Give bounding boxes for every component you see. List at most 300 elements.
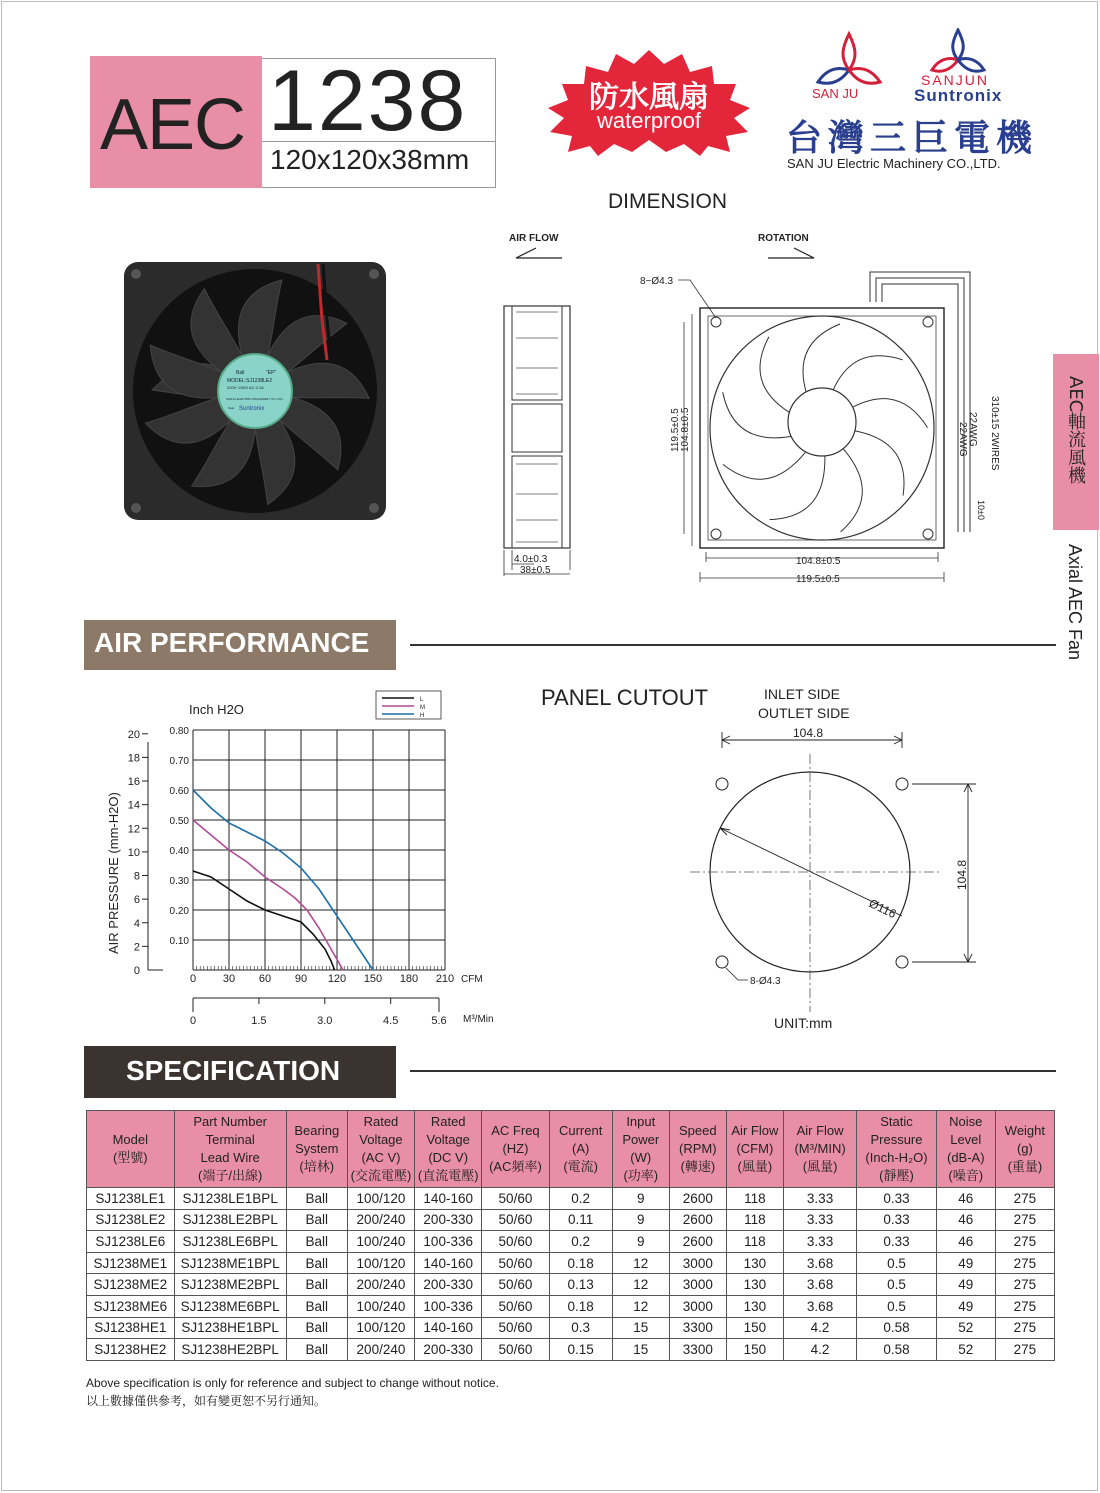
spec-cell: SJ1238ME2 (87, 1274, 175, 1296)
spec-header-line: Bearing (294, 1123, 340, 1138)
spec-cell: 118 (726, 1209, 783, 1231)
spec-cell: 50/60 (482, 1274, 549, 1296)
spec-cell: 118 (726, 1188, 783, 1210)
dim-awg1: 22AWG (967, 412, 978, 447)
spec-cell: 49 (936, 1252, 995, 1274)
spec-cell: 100-336 (415, 1231, 482, 1253)
spec-header-cell (669, 1111, 726, 1188)
spec-cell: 3300 (669, 1339, 726, 1361)
spec-cell: SJ1238HE2 (87, 1339, 175, 1361)
x-tick-label: 60 (258, 973, 272, 985)
x-tick-label: 120 (327, 973, 347, 985)
spec-cell: 200-330 (415, 1209, 482, 1231)
spec-header-line: Part Number (193, 1114, 268, 1129)
spec-header-cell (549, 1111, 612, 1188)
spec-cell: 0.58 (857, 1317, 936, 1339)
chart-unit-top: Inch H2O (189, 702, 244, 717)
spec-cell: SJ1238ME1 (87, 1252, 175, 1274)
spec-cell: 3.33 (783, 1188, 856, 1210)
spec-header-cell (482, 1111, 549, 1188)
spec-cell: 50/60 (482, 1209, 549, 1231)
spec-header-cell (726, 1111, 783, 1188)
spec-header-line: Lead Wire (200, 1150, 260, 1165)
spec-cell: 150 (726, 1339, 783, 1361)
panel-w: 104.8 (793, 726, 824, 740)
spec-header-line: Rated (363, 1114, 399, 1129)
x-tick-label: 0 (189, 973, 197, 985)
spec-cell: 46 (936, 1209, 995, 1231)
spec-header-line: (M³/MIN) (794, 1141, 846, 1156)
spec-cell: 50/60 (482, 1252, 549, 1274)
spec-cell: 275 (995, 1209, 1054, 1231)
spec-header-line: Input (626, 1114, 656, 1129)
y-left-tick-label: 4 (133, 917, 140, 930)
fan-photo (122, 260, 388, 522)
x-tick-label: 30 (222, 973, 236, 985)
spec-cell: 140-160 (415, 1252, 482, 1274)
spec-cell: 49 (936, 1274, 995, 1296)
spec-row (87, 1209, 1055, 1231)
company-name-en: SAN JU Electric Machinery CO.,LTD. (787, 156, 1001, 171)
spec-cell: Ball (286, 1252, 347, 1274)
spec-cell: 130 (726, 1274, 783, 1296)
rotation-arrow-icon (766, 246, 816, 260)
y-left-zero: 0 (133, 965, 140, 977)
spec-row (87, 1317, 1055, 1339)
spec-header-cell (87, 1111, 175, 1188)
spec-header-line: AC Freq (491, 1123, 540, 1138)
spec-cell: 275 (995, 1295, 1054, 1317)
spec-table (86, 1110, 1055, 1361)
spec-cell: SJ1238LE1 (87, 1188, 175, 1210)
spec-cell: 0.2 (549, 1231, 612, 1253)
center-lines (690, 754, 942, 1012)
dim-hole: 8−Ø4.3 (640, 276, 674, 287)
air-performance-header (84, 620, 396, 670)
spec-cell: 100/120 (347, 1317, 414, 1339)
mount-hole (711, 529, 721, 539)
spec-cell: 4.2 (783, 1339, 856, 1361)
spec-header-line: System (295, 1141, 339, 1156)
spec-row (87, 1231, 1055, 1253)
spec-cell: 140-160 (415, 1188, 482, 1210)
panel-dia: Ø116 (866, 896, 899, 922)
spec-cell: 3000 (669, 1295, 726, 1317)
spec-cell: 2600 (669, 1231, 726, 1253)
spec-header-line: (噪音) (948, 1168, 984, 1183)
dim-side-b: 38±0.5 (520, 565, 551, 576)
spec-cell: 200/240 (347, 1274, 414, 1296)
spec-cell: SJ1238LE6BPL (174, 1231, 286, 1253)
spec-cell: 150 (726, 1317, 783, 1339)
x2-tick-label: 1.5 (251, 1015, 267, 1027)
spec-cell: Ball (286, 1295, 347, 1317)
spec-header-line: Weight (1004, 1123, 1046, 1138)
suntronix-logo-icon (928, 28, 988, 74)
spec-cell: 130 (726, 1252, 783, 1274)
spec-cell: 50/60 (482, 1295, 549, 1317)
spec-cell: 0.13 (549, 1274, 612, 1296)
spec-cell: 50/60 (482, 1188, 549, 1210)
spec-cell: Ball (286, 1339, 347, 1361)
mount-hole (923, 317, 933, 327)
y-left-tick-label: 14 (127, 799, 140, 812)
mount-hole (711, 317, 721, 327)
spec-cell: 100/240 (347, 1295, 414, 1317)
legend-label: M (420, 705, 425, 711)
spec-cell: 0.5 (857, 1274, 936, 1296)
spec-header-cell (612, 1111, 669, 1188)
spec-body (87, 1188, 1055, 1361)
spec-cell: 50/60 (482, 1231, 549, 1253)
spec-cell: Ball (286, 1231, 347, 1253)
spec-cell: 3.33 (783, 1209, 856, 1231)
section-rule (410, 1070, 1056, 1072)
section-rule (410, 644, 1056, 646)
spec-cell: 140-160 (415, 1317, 482, 1339)
spec-cell: 0.15 (549, 1339, 612, 1361)
spec-cell: SJ1238ME1BPL (174, 1252, 286, 1274)
x-axis-label: CFM (461, 974, 483, 985)
spec-header-line: Terminal (205, 1132, 255, 1147)
side-flange (512, 404, 562, 452)
spec-header-line: (g) (1016, 1141, 1033, 1156)
specification-header (84, 1046, 396, 1098)
side-tab-en: Axial AEC Fan (1065, 544, 1085, 661)
spec-header-line: Static (880, 1114, 913, 1129)
spec-row (87, 1295, 1055, 1317)
panel-cutout-title: PANEL CUTOUT (541, 685, 709, 710)
y-tick-label: 0.80 (169, 726, 189, 737)
spec-cell: 0.2 (549, 1188, 612, 1210)
spec-header-cell (783, 1111, 856, 1188)
spec-cell: 118 (726, 1231, 783, 1253)
mount-hole (369, 269, 379, 279)
legend-label: H (420, 713, 425, 719)
x-tick-label: 90 (294, 973, 308, 985)
spec-cell: 100/120 (347, 1188, 414, 1210)
inlet-side-label: INLET SIDE (764, 686, 840, 702)
panel-h: 104.8 (955, 859, 969, 890)
spec-header-line: (培林) (299, 1159, 335, 1174)
company-name-zh: 台灣三巨電機 (786, 118, 1039, 159)
dimension-title: DIMENSION (608, 190, 728, 213)
brand-sanjun: SANJUN (921, 72, 990, 88)
spec-header-line: (功率) (623, 1168, 659, 1183)
spec-row (87, 1252, 1055, 1274)
spec-header-line: (W) (630, 1150, 652, 1165)
spec-header-line: Power (622, 1132, 660, 1147)
dim-wire-len: 310±15 2WIRES (989, 396, 1000, 471)
spec-header-cell (415, 1111, 482, 1188)
legend-label: L (420, 697, 424, 703)
spec-header-cell (995, 1111, 1054, 1188)
side-flange (512, 456, 562, 548)
dim-h1: 119.5±0.5 (670, 408, 681, 452)
spec-cell: Ball (286, 1317, 347, 1339)
dim-w1: 104.8±0.5 (796, 556, 841, 567)
spec-cell: Ball (286, 1188, 347, 1210)
spec-header-cell (286, 1111, 347, 1188)
y-tick-label: 0.10 (169, 936, 189, 947)
chart-ylabel: AIR PRESSURE (mm-H2O) (106, 792, 121, 954)
spec-cell: 15 (612, 1317, 669, 1339)
label-ball: Ball (236, 370, 245, 376)
x2-tick-label: 3.0 (317, 1015, 333, 1027)
dim-w2: 119.5±0.5 (796, 574, 840, 585)
spec-header-line: (靜壓) (879, 1168, 914, 1183)
x2-tick-label: 0 (189, 1015, 197, 1027)
spec-header-line: (RPM) (679, 1141, 717, 1156)
chart-grid (142, 730, 445, 1012)
fan-front-view (630, 262, 1010, 588)
chart-legend-box (376, 691, 441, 719)
hole-leader (678, 280, 716, 318)
spec-header-cell (857, 1111, 936, 1188)
spec-cell: 100/120 (347, 1252, 414, 1274)
spec-cell: 52 (936, 1339, 995, 1361)
label-ep: "EP" (266, 370, 277, 376)
spec-cell: 49 (936, 1295, 995, 1317)
spec-cell: 275 (995, 1252, 1054, 1274)
outlet-side-label: OUTLET SIDE (758, 705, 850, 721)
spec-cell: 9 (612, 1188, 669, 1210)
spec-header-line: Rated (430, 1114, 466, 1129)
y-tick-label: 0.40 (169, 846, 189, 857)
spec-cell: 0.5 (857, 1295, 936, 1317)
spec-header-line: (重量) (1007, 1159, 1043, 1174)
spec-cell: 50/60 (482, 1339, 549, 1361)
spec-header-line: Model (112, 1132, 149, 1147)
y-tick-label: 0.50 (169, 816, 189, 827)
spec-cell: SJ1238ME6BPL (174, 1295, 286, 1317)
brand-prefix: AEC (100, 85, 246, 165)
spec-cell: 0.18 (549, 1295, 612, 1317)
spec-cell: 200/240 (347, 1339, 414, 1361)
spec-header-line: (CFM) (736, 1141, 774, 1156)
cutout-hole (896, 778, 908, 790)
spec-cell: 275 (995, 1274, 1054, 1296)
sanju-logo-icon (814, 30, 884, 90)
spec-cell: 0.33 (857, 1209, 936, 1231)
y-tick-label: 0.30 (169, 876, 189, 887)
spec-header-line: Voltage (359, 1132, 403, 1147)
spec-header-line: (端子/出線) (198, 1168, 263, 1183)
spec-header-cell (936, 1111, 995, 1188)
spec-header-line: (AC頻率) (489, 1159, 542, 1174)
spec-header-line: Current (558, 1123, 603, 1138)
model-number: 1238 (268, 53, 468, 149)
spec-cell: 3.68 (783, 1252, 856, 1274)
y-left-tick-label: 6 (133, 894, 140, 907)
note-en: Above specification is only for reference and subject to change without notice. (86, 1376, 499, 1390)
spec-header-line: (A) (571, 1141, 590, 1156)
spec-cell: 3000 (669, 1252, 726, 1274)
spec-cell: 3.33 (783, 1231, 856, 1253)
front-hub (788, 388, 856, 456)
air-flow-arrow-icon (514, 246, 564, 260)
spec-row (87, 1188, 1055, 1210)
spec-header-line: (DC V) (428, 1150, 469, 1165)
x-tick-label: 150 (363, 973, 383, 985)
dim-awg2: 22AWG (957, 422, 968, 457)
spec-cell: 100-336 (415, 1295, 482, 1317)
note-zh: 以上數據僅供參考，如有變更恕不另行通知。 (86, 1394, 327, 1408)
y-tick-label: 0.70 (169, 756, 189, 767)
specification-title: SPECIFICATION (126, 1055, 341, 1086)
spec-cell: 3300 (669, 1317, 726, 1339)
spec-cell: 9 (612, 1209, 669, 1231)
spec-cell: 2600 (669, 1188, 726, 1210)
panel-hole: 8-Ø4.3 (750, 976, 781, 987)
spec-cell: 46 (936, 1231, 995, 1253)
badge-subtitle: waterproof (597, 108, 701, 133)
panel-unit: UNIT:mm (774, 1015, 833, 1031)
spec-cell: 3000 (669, 1274, 726, 1296)
cutout-hole (716, 956, 728, 968)
x2-tick-label: 4.5 (383, 1015, 399, 1027)
y-left-tick-label: 2 (133, 941, 140, 954)
spec-cell: 3.68 (783, 1295, 856, 1317)
spec-header-line: Voltage (426, 1132, 470, 1147)
cutout-hole (716, 778, 728, 790)
spec-cell: SJ1238LE2BPL (174, 1209, 286, 1231)
dim-side-a: 4.0±0.3 (514, 554, 548, 565)
spec-cell: SJ1238HE1BPL (174, 1317, 286, 1339)
x-tick-label: 180 (399, 973, 419, 985)
spec-header-line: (直流電壓) (417, 1168, 479, 1183)
label-model: MODEL:SJ1238LE2 (227, 378, 273, 384)
air-flow-label: AIR FLOW (509, 233, 559, 244)
y-left-tick-label: 8 (133, 870, 140, 883)
spec-cell: 275 (995, 1188, 1054, 1210)
spec-cell: 4.2 (783, 1317, 856, 1339)
spec-cell: 275 (995, 1317, 1054, 1339)
y-left-tick-label: 10 (127, 846, 140, 859)
spec-header-line: (HZ) (502, 1141, 529, 1156)
spec-header-line: Level (950, 1132, 982, 1147)
spec-header-line: (型號) (112, 1150, 148, 1165)
mount-hole (369, 503, 379, 513)
spec-cell: 12 (612, 1295, 669, 1317)
spec-cell: SJ1238HE1 (87, 1317, 175, 1339)
spec-cell: Ball (286, 1209, 347, 1231)
air-performance-chart (96, 686, 526, 1032)
spec-cell: 0.58 (857, 1339, 936, 1361)
spec-cell: Ball (286, 1274, 347, 1296)
mount-hole (923, 529, 933, 539)
spec-cell: SJ1238ME2BPL (174, 1274, 286, 1296)
spec-header-line: (Inch-H₂O) (865, 1150, 928, 1165)
badge-title: 防水風扇 (589, 80, 709, 115)
label-brand: Suntronix (239, 406, 265, 412)
spec-header-cell (347, 1111, 414, 1188)
spec-cell: 0.11 (549, 1209, 612, 1231)
spec-header-line: (交流電壓) (350, 1168, 412, 1183)
y-left-tick-label: 20 (127, 728, 140, 741)
spec-header-line: (轉速) (680, 1159, 716, 1174)
spec-cell: 46 (936, 1188, 995, 1210)
spec-cell: 52 (936, 1317, 995, 1339)
wire-path (870, 272, 970, 532)
spec-header-row (87, 1111, 1055, 1188)
mount-hole (131, 503, 141, 513)
spec-cell: 200-330 (415, 1339, 482, 1361)
label-volt: 220V~240V AC 0.1A (227, 385, 264, 390)
spec-cell: 200/240 (347, 1209, 414, 1231)
hub-label (218, 354, 292, 428)
spec-cell: 130 (726, 1295, 783, 1317)
panel-cutout-drawing (680, 724, 1000, 1040)
side-body (504, 306, 570, 548)
spec-header-line: (風量) (737, 1159, 773, 1174)
spec-row (87, 1274, 1055, 1296)
y-tick-label: 0.20 (169, 906, 189, 917)
rotation-label: ROTATION (758, 233, 809, 244)
y-left-tick-label: 12 (127, 823, 140, 836)
side-flange (512, 306, 562, 400)
spec-cell: 0.18 (549, 1252, 612, 1274)
dim-strip: 10±0 (976, 500, 986, 520)
spec-header-line: Air Flow (796, 1123, 844, 1138)
y-left-tick-label: 18 (127, 752, 140, 765)
y-tick-label: 0.60 (169, 786, 189, 797)
spec-cell: 0.33 (857, 1188, 936, 1210)
spec-cell: 0.3 (549, 1317, 612, 1339)
spec-cell: 3.68 (783, 1274, 856, 1296)
hole-leader (726, 968, 748, 980)
label-company: SANJU ELECTRIC MACHINERY CO.,LTD. (226, 397, 284, 401)
spec-cell: 12 (612, 1274, 669, 1296)
model-size: 120x120x38mm (270, 144, 470, 175)
spec-cell: 0.33 (857, 1231, 936, 1253)
spec-cell: 0.5 (857, 1252, 936, 1274)
spec-cell: SJ1238LE1BPL (174, 1188, 286, 1210)
x-tick-label: 210 (435, 973, 455, 985)
spec-cell: 100/240 (347, 1231, 414, 1253)
spec-cell: SJ1238ME6 (87, 1295, 175, 1317)
fan-side-view (494, 298, 584, 580)
spec-cell: SJ1238LE2 (87, 1209, 175, 1231)
label-brand-pre: Seal (228, 406, 235, 410)
spec-header-line: Air Flow (731, 1123, 779, 1138)
spec-cell: 50/60 (482, 1317, 549, 1339)
spec-cell: 15 (612, 1339, 669, 1361)
spec-cell: 275 (995, 1231, 1054, 1253)
brand-sanju: SAN JU (812, 86, 859, 101)
spec-cell: SJ1238HE2BPL (174, 1339, 286, 1361)
side-tab-zh: AEC軸流風機 (1065, 376, 1086, 485)
chart-labels (128, 726, 494, 1027)
spec-cell: 2600 (669, 1209, 726, 1231)
brand-suntronix: Suntronix (914, 86, 1003, 105)
spec-cell: SJ1238LE6 (87, 1231, 175, 1253)
spec-header-cell (174, 1111, 286, 1188)
spec-header-line: (風量) (802, 1159, 838, 1174)
spec-cell: 275 (995, 1339, 1054, 1361)
x2-tick-label: 5.6 (431, 1015, 447, 1027)
spec-row (87, 1339, 1055, 1361)
dim-h2: 104.8±0.5 (680, 407, 691, 452)
side-detail (516, 312, 558, 542)
spec-header-line: Noise (949, 1114, 983, 1129)
air-performance-title: AIR PERFORMANCE (94, 627, 370, 658)
y-left-tick-label: 16 (127, 776, 140, 789)
cutout-hole (896, 956, 908, 968)
spec-header-line: (dB-A) (946, 1150, 985, 1165)
mount-hole (131, 269, 141, 279)
spec-cell: 200-330 (415, 1274, 482, 1296)
